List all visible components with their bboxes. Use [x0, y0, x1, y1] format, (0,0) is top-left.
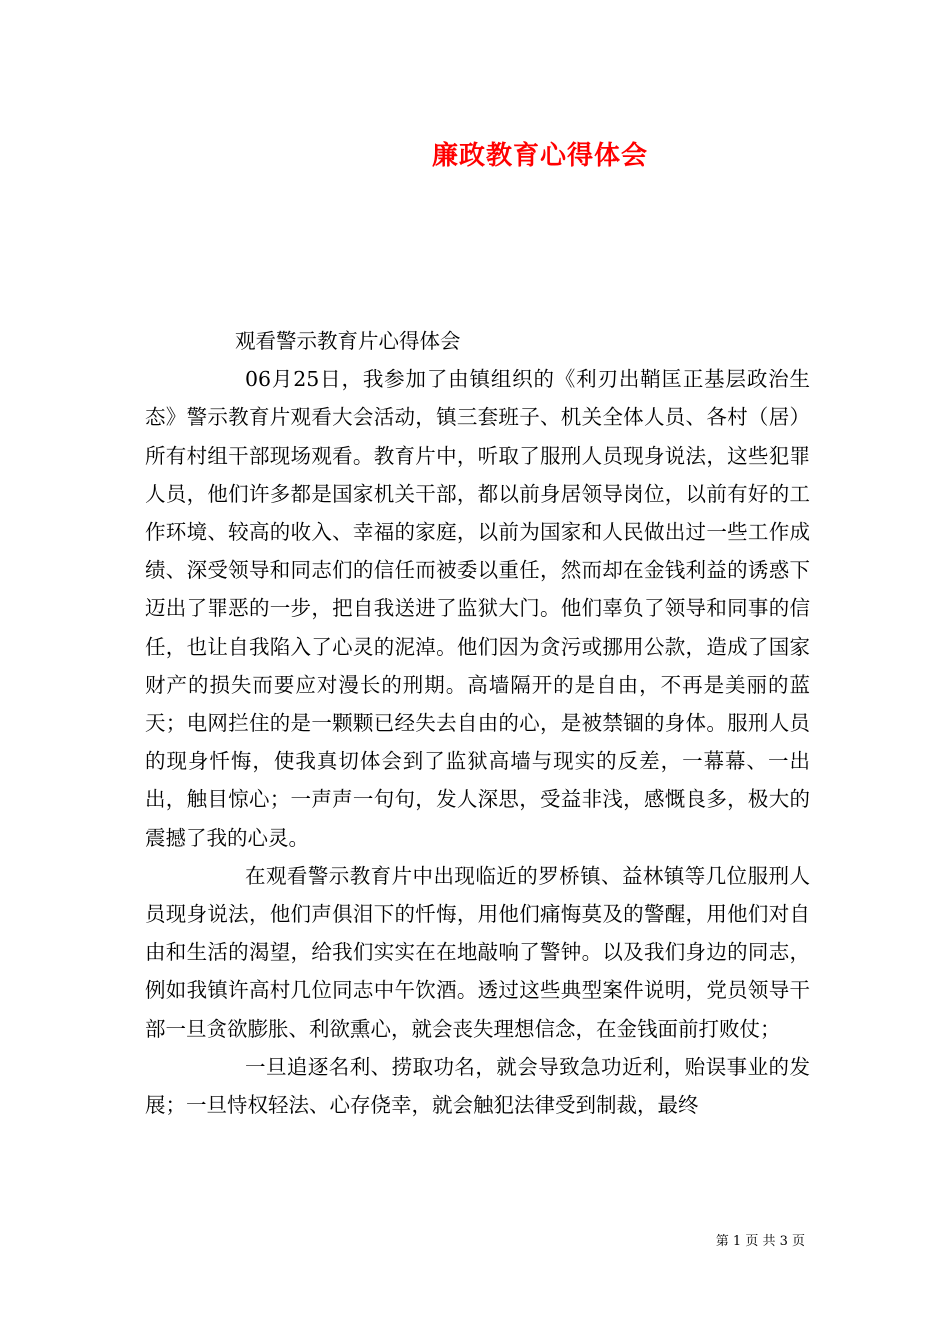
document-subtitle: 观看警示教育片心得体会 — [235, 329, 461, 353]
paragraph-1: 06月25日，我参加了由镇组织的《利刃出鞘匡正基层政治生态》警示教育片观看大会活动，镇三套班子、机关全体人员、各村（居）所有村组干部现场观看。教育片中，听取了服刑人员现身说法，这些犯罪人员，他们许多都是国家机关干部，都以前身居领导岗位，以前有好的工作环境、较高的收入、幸福的家庭，以前为国家和人民做出过一些工作成绩、深受领导和同志们的信任而被委以重任，然而却在金钱利益的诱惑下迈出了罪恶的一步，把自我送进了监狱大门。他们辜负了领导和同事的信任，也让自我陷入了心灵的泥淖。他们因为贪污或挪用公款，造成了国家财产的损失而要应对漫长的刑期。高墙隔开的是自由，不再是美丽的蓝天；电网拦住的是一颗颗已经失去自由的心，是被禁锢的身体。服刑人员的现身忏悔，使我真切体会到了监狱高墙与现实的反差，一幕幕、一出出，触目惊心；一声声一句句，发人深思，受益非浅，感慨良多，极大的震撼了我的心灵。 — [145, 367, 810, 850]
page-number: 第 1 页 共 3 页 — [715, 1234, 805, 1249]
document-body — [145, 322, 810, 1124]
document-title: 廉政教育心得体会 — [431, 141, 648, 171]
paragraph-3: 一旦追逐名利、捞取功名，就会导致急功近利，贻误事业的发展；一旦恃权轻法、心存侥幸，就会触犯法律受到制裁，最终 — [145, 1054, 810, 1118]
paragraph-2: 在观看警示教育片中出现临近的罗桥镇、益林镇等几位服刑人员现身说法，他们声俱泪下的忏悔，用他们痛悔莫及的警醒，用他们对自由和生活的渴望，给我们实实在在地敲响了警钟。以及我们身边的同志，例如我镇许高村几位同志中午饮酒。透过这些典型案件说明，党员领导干部一旦贪欲膨胀、利欲熏心，就会丧失理想信念，在金钱面前打败仗； — [145, 863, 810, 1041]
